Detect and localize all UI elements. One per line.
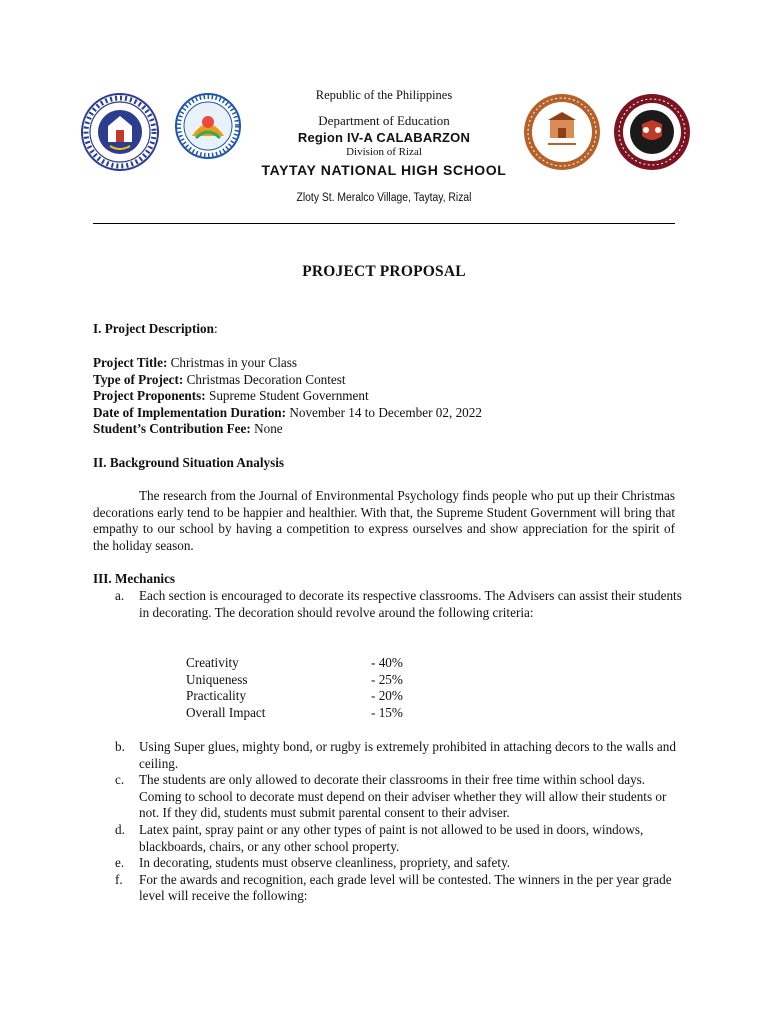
header-division: Division of Rizal <box>346 146 422 158</box>
criteria-row: Uniqueness - 25% <box>186 671 403 687</box>
list-item: a. Each section is encouraged to decorate its respective classrooms. The Advisers can assist their students in decorating. The decoration should revolve around the following criteria: <box>115 588 682 620</box>
document-title: PROJECT PROPOSAL <box>302 263 466 280</box>
criteria-table <box>186 655 446 721</box>
header-region: Region IV-A CALABARZON <box>297 130 471 145</box>
header-school-name: TAYTAY NATIONAL HIGH SCHOOL <box>261 162 507 178</box>
header-republic: Republic of the Philippines <box>315 88 453 102</box>
criteria-row: Practicality - 20% <box>186 688 403 704</box>
list-item: b. Using Super glues, mighty bond, or rugby is extremely prohibited in attaching decors to the walls and ceiling. <box>115 739 676 771</box>
section-2-heading: II. Background Situation Analysis <box>93 455 285 470</box>
field-project-title: Project Title: Christmas in your Class <box>93 355 298 370</box>
list-item: e. In decorating, students must observe cleanliness, propriety, and safety. <box>115 855 511 871</box>
mechanics-list-a <box>93 588 683 621</box>
list-item: c. The students are only allowed to decorate their classrooms in their free time within school days. Coming to school to decorate must depend on their adviser whether they will allow their students or not. If they did, students must submit parental consent to their adviser. <box>115 772 667 821</box>
section-1-heading: I. Project Description: <box>93 321 218 336</box>
field-project-proponents: Project Proponents: Supreme Student Government <box>93 388 369 404</box>
mechanics-list-rest <box>93 739 683 905</box>
header-department: Department of Education <box>318 113 450 128</box>
criteria-row: Overall Impact - 15% <box>186 704 403 720</box>
field-project-type: Type of Project: Christmas Decoration Contest <box>93 371 346 387</box>
list-item: f. For the awards and recognition, each grade level will be contested. The winners in the per year grade level will receive the following: <box>115 871 672 904</box>
header-divider <box>93 223 675 224</box>
section-3-heading: III. Mechanics <box>93 571 176 586</box>
header-address: Zloty St. Meralco Village, Taytay, Rizal <box>296 192 472 204</box>
criteria-row: Creativity - 40% <box>186 655 403 670</box>
field-implementation-date: Date of Implementation Duration: November 14 to December 02, 2022 <box>93 404 482 420</box>
background-paragraph: The research from the Journal of Environmental Psychology finds people who put up their Christmas decorations early tend to be happier and healthier. With that, the Supreme Student Government will bring that empathy to our school by having a competition to express ourselves and show appreciation for the spirit of the holiday season. <box>93 488 675 553</box>
project-fields <box>93 355 683 438</box>
field-contribution-fee: Student’s Contribution Fee: None <box>93 421 283 437</box>
list-item: d. Latex paint, spray paint or any other types of paint is not allowed to be used in doors, windows, blackboards, chairs, or any other school property. <box>115 821 644 854</box>
